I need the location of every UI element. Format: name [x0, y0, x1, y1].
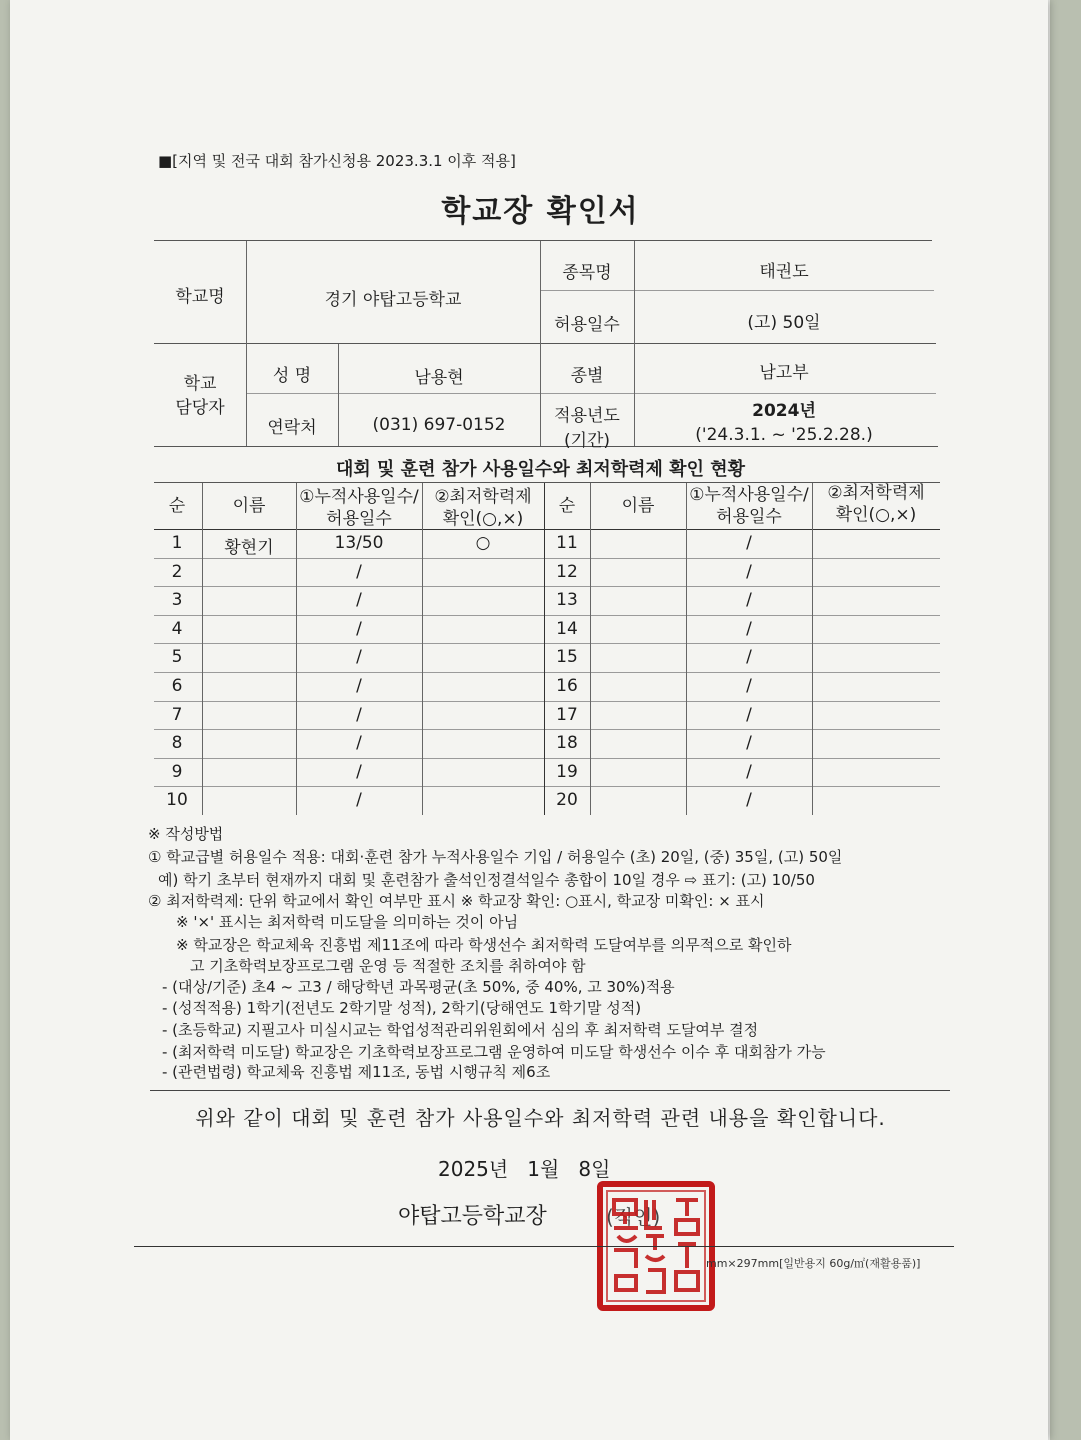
status-cell-days: /	[746, 590, 752, 610]
year-label	[540, 401, 634, 451]
year-value	[634, 399, 934, 447]
col-check-left-1: ②최저학력제	[434, 487, 532, 507]
status-cell-no: 17	[556, 705, 578, 725]
paper-spec: mm×297mm[일반용지 60g/㎡(재활용품)]	[706, 1257, 921, 1270]
col-days-left-1: ①누적사용일수/	[299, 487, 419, 507]
status-cell-no: 19	[556, 762, 578, 782]
col-check-right	[812, 482, 940, 526]
status-cell-days: /	[746, 705, 752, 725]
status-cell-no: 2	[171, 562, 183, 582]
col-days-left-2: 허용일수	[326, 509, 392, 529]
allowed-value: (고) 50일	[747, 313, 821, 333]
col-days-right-1: ①누적사용일수/	[689, 485, 809, 505]
status-cell-no: 5	[171, 647, 183, 667]
status-cell-no: 4	[171, 619, 183, 639]
status-cell-days: /	[746, 533, 752, 553]
col-check-right-2: 확인(○,×)	[835, 505, 917, 525]
name-label: 성 명	[272, 366, 312, 386]
status-cell-no: 18	[556, 733, 578, 753]
contact-value: (031) 697-0152	[372, 415, 506, 435]
status-cell-no: 20	[556, 790, 578, 810]
status-cell-no: 7	[171, 705, 183, 725]
status-cell-days: /	[356, 762, 362, 782]
instruction-line: - (최저학력 미도달) 학교장은 기초학력보장프로그램 운영하여 미도달 학생선수 이수 후 대회참가 가능	[162, 1043, 826, 1061]
name-value: 남용현	[414, 368, 464, 388]
notes-bottom-line	[150, 1090, 950, 1091]
instruction-line: - (초등학교) 지필고사 미실시교는 학업성적관리위원회에서 심의 후 최저학력 도달여부 결정	[162, 1021, 759, 1039]
status-cell-no: 10	[166, 790, 188, 810]
instruction-line: ※ 학교장은 학교체육 진흥법 제11조에 따라 학생선수 최저학력 도달여부를 의무적으로 확인하	[176, 936, 792, 954]
instruction-line: ※ '×' 표시는 최저학력 미도달을 의미하는 것이 아님	[176, 913, 519, 931]
status-cell-no: 3	[171, 590, 183, 610]
status-cell-no: 12	[556, 562, 578, 582]
instruction-line: - (성적적용) 1학기(전년도 2학기말 성적), 2학기(당해연도 1학기말 성적)	[162, 999, 642, 1017]
status-cell-days: /	[356, 590, 362, 610]
confirm-text: 위와 같이 대회 및 훈련 참가 사용일수와 최저학력 관련 내용을 확인합니다.	[195, 1106, 886, 1130]
status-row-line	[154, 786, 940, 787]
col-days-right-2: 허용일수	[716, 507, 782, 527]
status-row-line	[154, 558, 940, 559]
status-cell-no: 6	[171, 676, 183, 696]
school-value: 경기 야탑고등학교	[324, 290, 462, 310]
year-label-line-2: (기간)	[563, 431, 611, 451]
signer-suffix: (직인)	[606, 1205, 661, 1229]
status-cell-days: /	[746, 562, 752, 582]
status-header-line	[154, 529, 940, 530]
status-cell-days: 13/50	[334, 533, 384, 553]
info-line-3	[246, 393, 936, 394]
year-value-line-2: ('24.3.1. ~ '25.2.28.)	[695, 425, 873, 445]
status-row-line	[154, 729, 940, 730]
sport-value: 태권도	[759, 262, 809, 282]
page-title: 학교장 확인서	[441, 194, 640, 229]
status-cell-no: 16	[556, 676, 578, 696]
instruction-line: ① 학교급별 허용일수 적용: 대회·훈련 참가 누적사용일수 기입 / 허용일수 (초) 20일, (중) 35일, (고) 50일	[148, 848, 843, 866]
info-top-line	[154, 240, 932, 241]
signer-name: 야탑고등학교장	[398, 1204, 547, 1229]
status-cell-no: 11	[556, 533, 578, 553]
status-cell-days: /	[356, 562, 362, 582]
status-cell-days: /	[356, 676, 362, 696]
status-cell-days: /	[356, 790, 362, 810]
status-cell-no: 9	[171, 762, 183, 782]
info-line-2	[154, 343, 936, 344]
status-cell-check: ○	[475, 533, 491, 553]
status-cell-days: /	[356, 733, 362, 753]
division-label: 종별	[570, 366, 604, 386]
status-row-line	[154, 615, 940, 616]
status-row-line	[154, 672, 940, 673]
status-cell-days: /	[356, 705, 362, 725]
status-cell-days: /	[746, 790, 752, 810]
date-text: 2025년 1월 8일	[438, 1157, 611, 1181]
instruction-line: ※ 작성방법	[148, 825, 224, 843]
col-name-left: 이름	[232, 496, 266, 516]
status-row-line	[154, 758, 940, 759]
status-row-line	[154, 643, 940, 644]
school-label: 학교명	[175, 287, 225, 307]
status-cell-no: 15	[556, 647, 578, 667]
status-vline-5	[590, 483, 591, 815]
instruction-line: 예) 학기 초부터 현재까지 대회 및 훈련참가 출석인정결석일수 총합이 10일 경우 ⇨ 표기: (고) 10/50	[158, 871, 815, 889]
status-cell-name: 황현기	[224, 538, 274, 558]
status-row-line	[154, 586, 940, 587]
status-title: 대회 및 훈련 참가 사용일수와 최저학력제 확인 현황	[335, 459, 745, 480]
status-cell-days: /	[746, 676, 752, 696]
status-vline-7	[812, 483, 813, 815]
col-no-left: 순	[168, 496, 186, 516]
status-row-line	[154, 701, 940, 702]
col-check-left-2: 확인(○,×)	[442, 509, 524, 529]
status-cell-no: 1	[171, 533, 183, 553]
status-cell-days: /	[356, 619, 362, 639]
col-check-left	[422, 486, 544, 530]
status-cell-days: /	[356, 647, 362, 667]
status-cell-no: 8	[171, 733, 183, 753]
manager-label: 학교 담당자	[175, 374, 225, 418]
year-value-line-1: 2024년	[752, 401, 816, 421]
contact-label: 연락처	[267, 418, 317, 438]
footer-line	[134, 1246, 954, 1247]
col-check-right-1: ②최저학력제	[827, 483, 925, 503]
status-cell-no: 13	[556, 590, 578, 610]
instruction-line: ② 최저학력제: 단위 학교에서 확인 여부만 표시 ※ 학교장 확인: ○표시, 학교장 미확인: × 표시	[148, 892, 765, 910]
form-note: ■[지역 및 전국 대회 참가신청용 2023.3.1 이후 적용]	[158, 152, 516, 170]
division-value: 남고부	[759, 363, 809, 383]
instruction-line: - (관련법령) 학교체육 진흥법 제11조, 동법 시행규칙 제6조	[162, 1063, 551, 1081]
status-cell-days: /	[746, 619, 752, 639]
sport-label: 종목명	[562, 263, 612, 283]
instruction-line: 고 기초학력보장프로그램 운영 등 적절한 조치를 취하여야 함	[190, 957, 586, 975]
status-cell-days: /	[746, 762, 752, 782]
year-label-line-1: 적용년도	[554, 406, 620, 426]
status-cell-no: 14	[556, 619, 578, 639]
allowed-label: 허용일수	[554, 315, 620, 335]
col-name-right: 이름	[621, 496, 655, 516]
col-days-left	[296, 486, 422, 530]
col-no-right: 순	[558, 496, 576, 516]
instruction-line: - (대상/기준) 초4 ~ 고3 / 해당학년 과목평균(초 50%, 중 40%, 고 30%)적용	[162, 978, 675, 996]
info-line-1	[540, 290, 934, 291]
col-days-right	[686, 484, 812, 528]
status-cell-days: /	[746, 733, 752, 753]
status-cell-days: /	[746, 647, 752, 667]
